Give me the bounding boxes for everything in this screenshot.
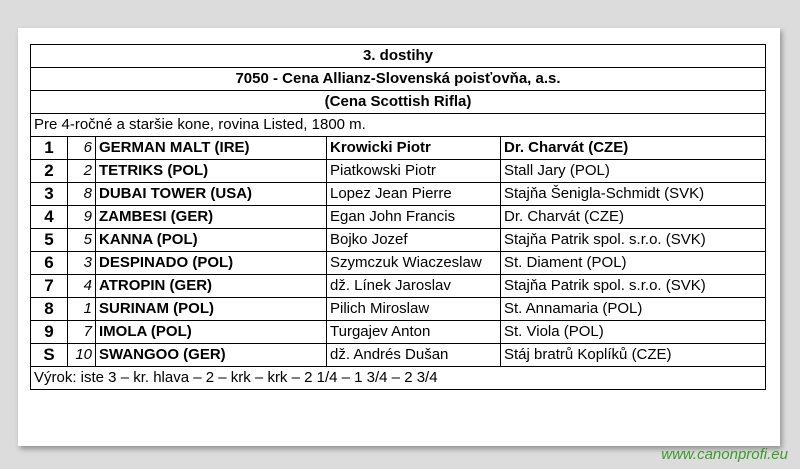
number-cell: 7 (68, 321, 96, 344)
jockey-cell: dž. Línek Jaroslav (327, 275, 501, 298)
owner-cell: St. Viola (POL) (501, 321, 766, 344)
number-cell: 9 (68, 206, 96, 229)
horse-cell: SWANGOO (GER) (96, 344, 327, 367)
race-title-row (31, 45, 766, 68)
place-cell: 5 (31, 229, 68, 252)
owner-cell: Dr. Charvát (CZE) (501, 206, 766, 229)
table-row (31, 298, 766, 321)
place-cell: 3 (31, 183, 68, 206)
jockey-cell: Pilich Miroslaw (327, 298, 501, 321)
number-cell: 1 (68, 298, 96, 321)
race-subtitle-row (31, 91, 766, 114)
number-cell: 8 (68, 183, 96, 206)
table-row (31, 206, 766, 229)
place-cell: 7 (31, 275, 68, 298)
table-row (31, 183, 766, 206)
owner-cell: Stall Jary (POL) (501, 160, 766, 183)
place-cell: S (31, 344, 68, 367)
place-cell: 4 (31, 206, 68, 229)
jockey-cell: Bojko Jozef (327, 229, 501, 252)
horse-cell: GERMAN MALT (IRE) (96, 137, 327, 160)
jockey-cell: Szymczuk Wiaczeslaw (327, 252, 501, 275)
race-conditions: Pre 4-ročné a staršie kone, rovina Listed, 1800 m. (31, 114, 766, 137)
horse-cell: DESPINADO (POL) (96, 252, 327, 275)
number-cell: 10 (68, 344, 96, 367)
jockey-cell: Krowicki Piotr (327, 137, 501, 160)
race-subtitle: (Cena Scottish Rifla) (31, 91, 766, 114)
owner-cell: St. Diament (POL) (501, 252, 766, 275)
table-row (31, 160, 766, 183)
table-row (31, 252, 766, 275)
horse-cell: ATROPIN (GER) (96, 275, 327, 298)
number-cell: 5 (68, 229, 96, 252)
race-results-table (30, 44, 766, 390)
number-cell: 2 (68, 160, 96, 183)
number-cell: 4 (68, 275, 96, 298)
owner-cell: Stáj bratrů Koplíků (CZE) (501, 344, 766, 367)
horse-cell: SURINAM (POL) (96, 298, 327, 321)
race-conditions-row (31, 114, 766, 137)
horse-cell: DUBAI TOWER (USA) (96, 183, 327, 206)
number-cell: 3 (68, 252, 96, 275)
horse-cell: ZAMBESI (GER) (96, 206, 327, 229)
owner-cell: Stajňa Šenigla-Schmidt (SVK) (501, 183, 766, 206)
jockey-cell: Lopez Jean Pierre (327, 183, 501, 206)
table-row (31, 344, 766, 367)
table-row (31, 137, 766, 160)
owner-cell: Stajňa Patrik spol. s.r.o. (SVK) (501, 229, 766, 252)
verdict-row (31, 367, 766, 390)
place-cell: 2 (31, 160, 68, 183)
place-cell: 9 (31, 321, 68, 344)
race-name: 7050 - Cena Allianz-Slovenská poisťovňa, a.s. (31, 68, 766, 91)
results-sheet (18, 28, 780, 446)
number-cell: 6 (68, 137, 96, 160)
jockey-cell: dž. Andrés Dušan (327, 344, 501, 367)
table-row (31, 321, 766, 344)
place-cell: 8 (31, 298, 68, 321)
watermark-text: www.canonprofi.eu (661, 446, 788, 463)
horse-cell: TETRIKS (POL) (96, 160, 327, 183)
jockey-cell: Turgajev Anton (327, 321, 501, 344)
owner-cell: Dr. Charvát (CZE) (501, 137, 766, 160)
race-name-row (31, 68, 766, 91)
owner-cell: Stajňa Patrik spol. s.r.o. (SVK) (501, 275, 766, 298)
table-row (31, 229, 766, 252)
jockey-cell: Piatkowski Piotr (327, 160, 501, 183)
place-cell: 6 (31, 252, 68, 275)
jockey-cell: Egan John Francis (327, 206, 501, 229)
race-title: 3. dostihy (31, 45, 766, 68)
horse-cell: IMOLA (POL) (96, 321, 327, 344)
table-row (31, 275, 766, 298)
place-cell: 1 (31, 137, 68, 160)
verdict: Výrok: iste 3 – kr. hlava – 2 – krk – krk – 2 1/4 – 1 3/4 – 2 3/4 (31, 367, 766, 390)
owner-cell: St. Annamaria (POL) (501, 298, 766, 321)
horse-cell: KANNA (POL) (96, 229, 327, 252)
